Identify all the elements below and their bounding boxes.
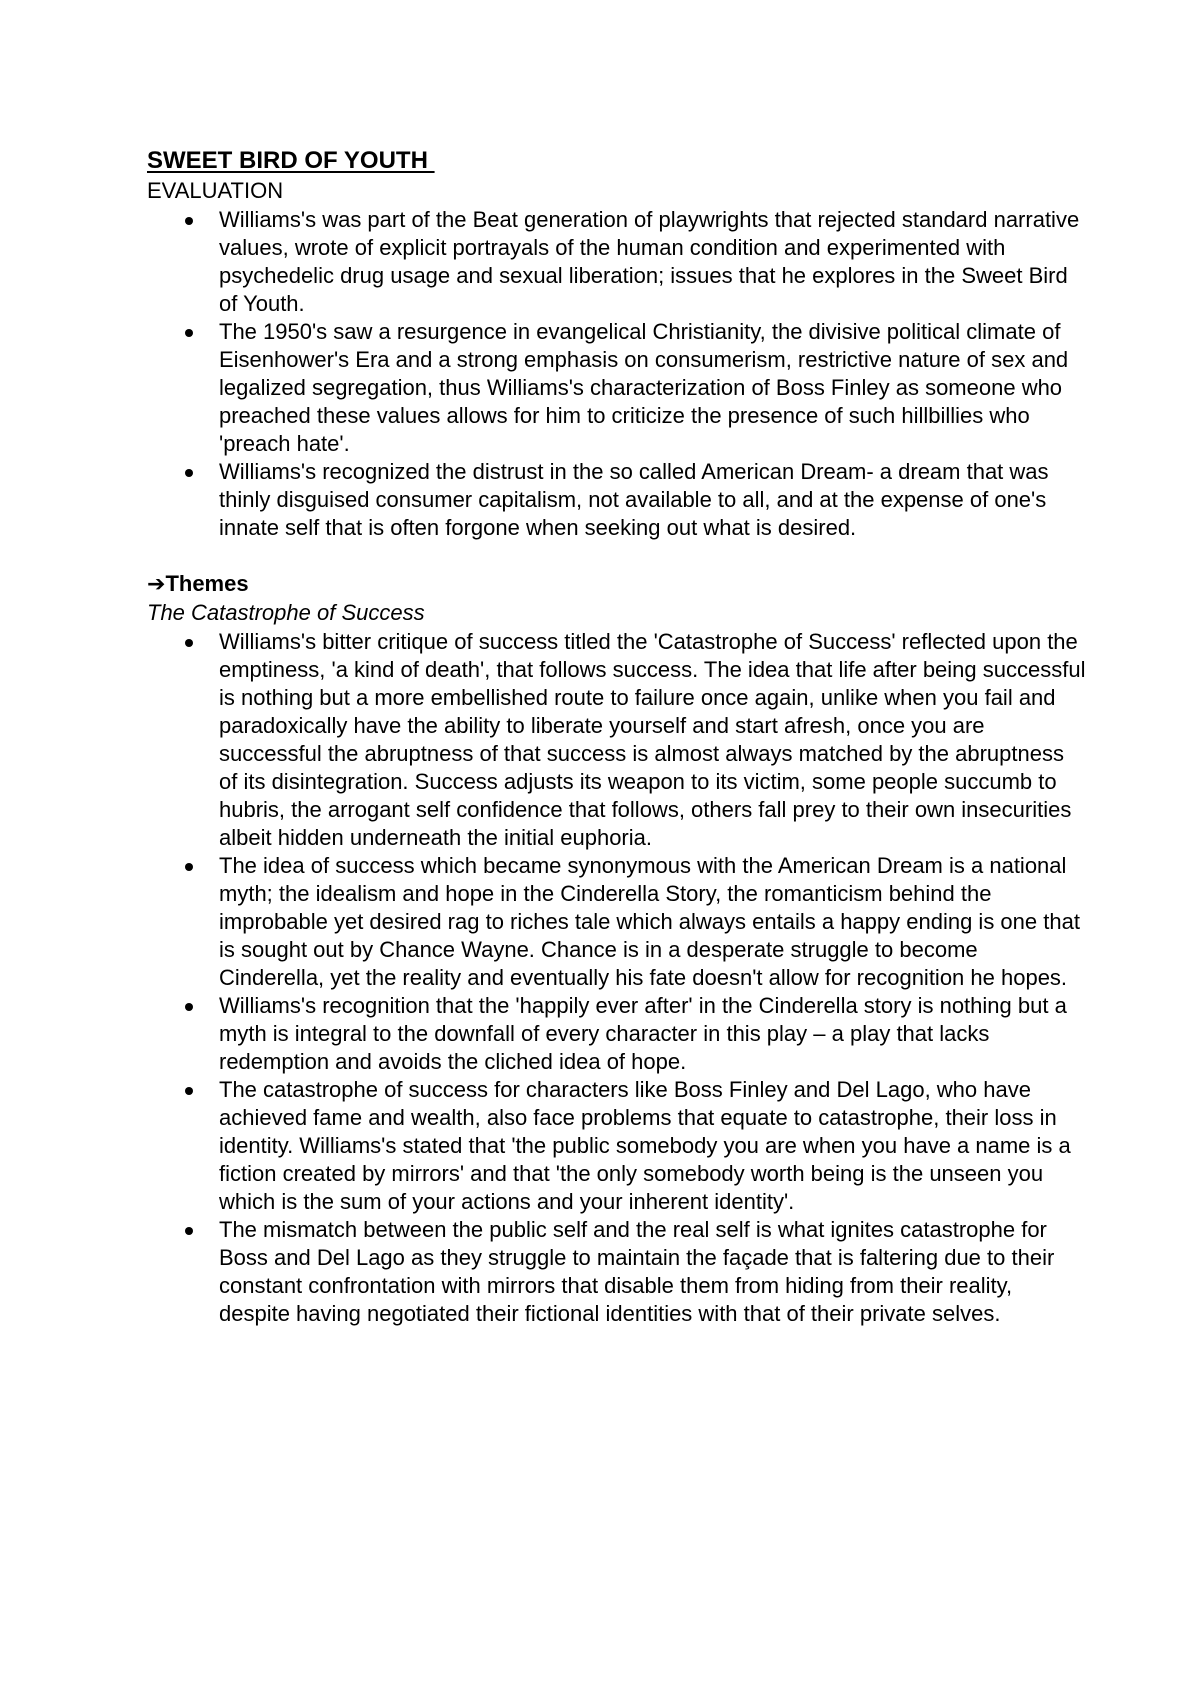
bullet-icon xyxy=(185,863,193,871)
themes-heading-label: Themes xyxy=(165,571,249,596)
list-item xyxy=(147,1216,1087,1328)
list-item-text: The catastrophe of success for characters like Boss Finley and Del Lago, who have achieved fame and wealth, also face problems that equate to catastrophe, their loss in identity. Williams's stated that 'the public somebody you are when you have a name is a fiction created by mirrors' and that 'the only somebody worth being is the unseen you which is the sum of your actions and your inherent identity'. xyxy=(219,1077,1071,1214)
list-item-text: Williams's was part of the Beat generation of playwrights that rejected standard narrative values, wrote of explicit portrayals of the human condition and experimented with psychedelic drug usage and sexual liberation; issues that he explores in the Sweet Bird of Youth. xyxy=(219,207,1080,316)
list-item xyxy=(147,206,1087,318)
list-item-text: Williams's bitter critique of success titled the 'Catastrophe of Success' reflected upon the emptiness, 'a kind of death', that follows success. The idea that life after being successful is nothing but a more embellished route to failure once again, unlike when you fail and paradoxically have the ability to liberate yourself and start afresh, once you are successful the abruptness of that success is almost always matched by the abruptness of its disintegration. Success adjusts its weapon to its victim, some people succumb to hubris, the arrogant self confidence that follows, others fall prey to their own insecurities albeit hidden underneath the initial euphoria. xyxy=(219,629,1086,850)
bullet-icon xyxy=(185,1227,193,1235)
bullet-icon xyxy=(185,639,193,647)
themes-subheading: The Catastrophe of Success xyxy=(147,600,425,625)
bullet-icon xyxy=(185,1003,193,1011)
list-item xyxy=(147,318,1087,458)
list-item-text: The mismatch between the public self and the real self is what ignites catastrophe for Boss and Del Lago as they struggle to maintain the façade that is faltering due to their constant confrontation with mirrors that disable them from hiding from their reality, despite having negotiated their fictional identities with that of their private selves. xyxy=(219,1217,1055,1326)
bullet-icon xyxy=(185,329,193,337)
list-item-text: Williams's recognition that the 'happily ever after' in the Cinderella story is nothing but a myth is integral to the downfall of every character in this play – a play that lacks redemption and avoids the cliched idea of hope. xyxy=(219,993,1067,1074)
themes-heading xyxy=(147,570,1087,598)
list-item-text: Williams's recognized the distrust in the so called American Dream- a dream that was thinly disguised consumer capitalism, not available to all, and at the expense of one's innate self that is often forgone when seeking out what is desired. xyxy=(219,459,1049,540)
list-item xyxy=(147,992,1087,1076)
arrow-right-icon: ➔ xyxy=(147,571,166,596)
list-item-text: The 1950's saw a resurgence in evangelical Christianity, the divisive political climate of Eisenhower's Era and a strong emphasis on consumerism, restrictive nature of sex and legalized segregation, thus Williams's characterization of Boss Finley as someone who preached these values allows for him to criticize the presence of such hillbillies who 'preach hate'. xyxy=(219,319,1069,456)
bullet-icon xyxy=(185,1087,193,1095)
bullet-icon xyxy=(185,217,193,225)
evaluation-list xyxy=(147,206,1087,542)
list-item-text: The idea of success which became synonymous with the American Dream is a national myth; the idealism and hope in the Cinderella Story, the romanticism behind the improbable yet desired rag to riches tale which always entails a happy ending is one that is sought out by Chance Wayne. Chance is in a desperate struggle to become Cinderella, yet the reality and eventually his fate doesn't allow for recognition he hopes. xyxy=(219,853,1080,990)
list-item xyxy=(147,1076,1087,1216)
themes-list xyxy=(147,628,1087,1328)
list-item xyxy=(147,628,1087,852)
list-item xyxy=(147,458,1087,542)
document-page xyxy=(147,146,1087,1328)
list-item xyxy=(147,852,1087,992)
bullet-icon xyxy=(185,469,193,477)
document-subtitle: EVALUATION xyxy=(147,178,284,203)
document-title: SWEET BIRD OF YOUTH xyxy=(147,147,435,174)
